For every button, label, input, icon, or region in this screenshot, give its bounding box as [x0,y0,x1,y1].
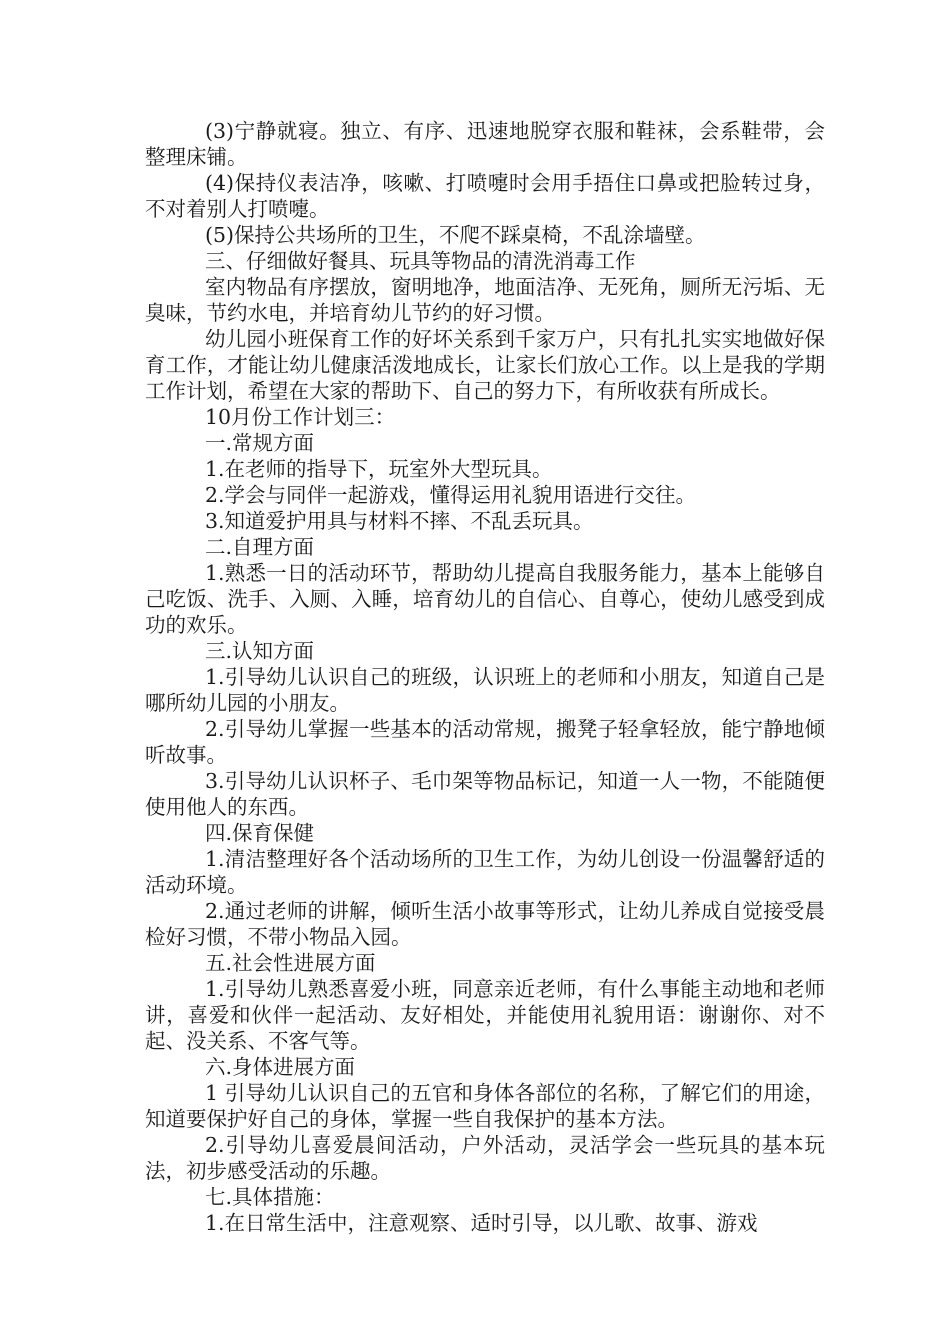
paragraph: 1.在日常生活中，注意观察、适时引导，以儿歌、故事、游戏 [205,1211,758,1235]
section-heading: 三.认知方面 [205,639,315,663]
paragraph: 幼儿园小班保育工作的好坏关系到千家万户，只有扎扎实实地做好保育工作，才能让幼儿健康活泼地成长，让家长们放心工作。以上是我的学期工作计划，希望在大家的帮助下、自己的努力下，有所收获有所成长。 [145,327,825,403]
section-heading: 四.保育保健 [205,821,315,845]
section-heading: 六.身体进展方面 [205,1055,356,1079]
paragraph: 2.通过老师的讲解，倾听生活小故事等形式，让幼儿养成自觉接受晨检好习惯，不带小物品入园。 [145,899,825,949]
paragraph: 1 引导幼儿认识自己的五官和身体各部位的名称，了解它们的用途，知道要保护好自己的身体，掌握一些自我保护的基本方法。 [145,1081,825,1131]
paragraph: 3.引导幼儿认识杯子、毛巾架等物品标记，知道一人一物，不能随便使用他人的东西。 [145,769,825,819]
section-heading: 七.具体措施： [205,1185,335,1209]
paragraph: (4)保持仪表洁净，咳嗽、打喷嚏时会用手捂住口鼻或把脸转过身，不对着别人打喷嚏。 [145,171,825,221]
document-body [145,118,825,1236]
paragraph: 1.清洁整理好各个活动场所的卫生工作，为幼儿创设一份温馨舒适的活动环境。 [145,847,825,897]
section-heading: 一.常规方面 [205,431,315,455]
paragraph: 2.引导幼儿掌握一些基本的活动常规，搬凳子轻拿轻放，能宁静地倾听故事。 [145,717,825,767]
section-heading: 三、仔细做好餐具、玩具等物品的清洗消毒工作 [205,249,636,273]
paragraph: (5)保持公共场所的卫生，不爬不踩桌椅，不乱涂墙壁。 [205,223,706,247]
section-heading: 10月份工作计划三： [205,405,396,429]
section-heading: 二.自理方面 [205,535,315,559]
paragraph: 1.在老师的指导下，玩室外大型玩具。 [205,457,553,481]
paragraph: 1.引导幼儿认识自己的班级，认识班上的老师和小朋友，知道自己是哪所幼儿园的小朋友。 [145,665,825,715]
paragraph: (3)宁静就寝。独立、有序、迅速地脱穿衣服和鞋袜，会系鞋带，会整理床铺。 [145,119,825,169]
paragraph: 1.引导幼儿熟悉喜爱小班，同意亲近老师，有什么事能主动地和老师讲，喜爱和伙伴一起活动、友好相处，并能使用礼貌用语：谢谢你、对不起、没关系、不客气等。 [145,977,825,1053]
section-heading: 五.社会性进展方面 [205,951,376,975]
paragraph: 2.学会与同伴一起游戏，懂得运用礼貌用语进行交往。 [205,483,697,507]
paragraph: 3.知道爱护用具与材料不摔、不乱丢玩具。 [205,509,594,533]
paragraph: 2.引导幼儿喜爱晨间活动，户外活动，灵活学会一些玩具的基本玩法，初步感受活动的乐趣。 [145,1133,825,1183]
paragraph: 室内物品有序摆放，窗明地净，地面洁净、无死角，厕所无污垢、无臭味，节约水电，并培育幼儿节约的好习惯。 [145,275,825,325]
paragraph: 1.熟悉一日的活动环节，帮助幼儿提高自我服务能力，基本上能够自己吃饭、洗手、入厕、入睡，培育幼儿的自信心、自尊心，使幼儿感受到成功的欢乐。 [145,561,825,637]
